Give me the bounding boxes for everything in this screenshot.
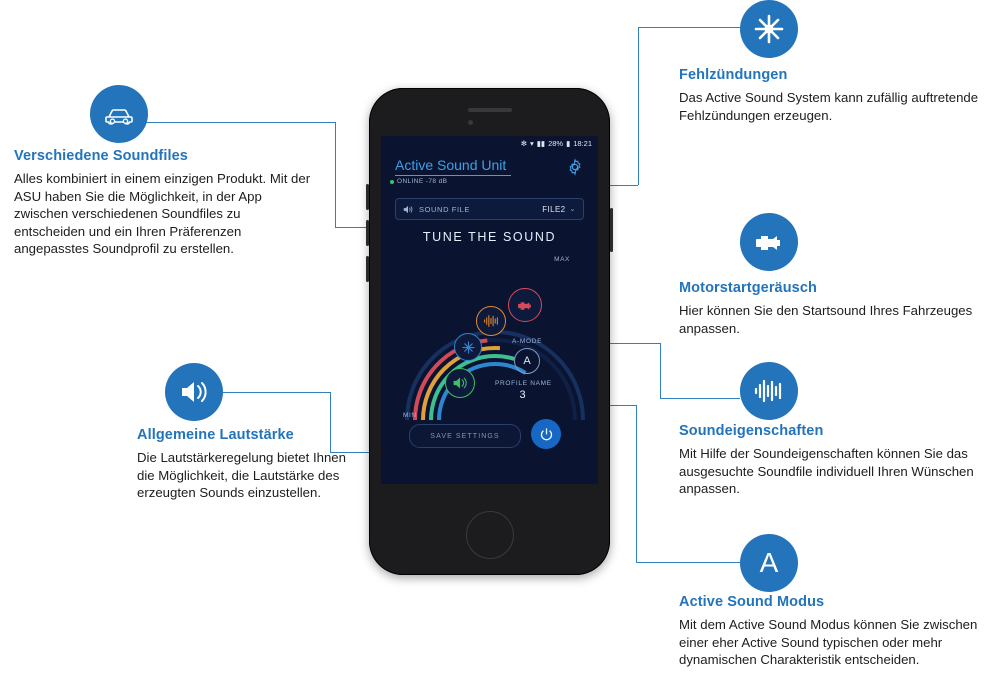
speaker-icon [452,376,468,390]
gauge-max-label: MAX [554,256,570,263]
soundfile-label: SOUND FILE [419,204,471,214]
badge-volume [165,363,223,421]
waveform-icon [483,314,500,328]
app-header [381,153,598,195]
callout-soundprops-body: Mit Hilfe der Soundeigenschaften können Sie das ausgesuchte Soundfile individuell Ihren Wünschen anpassen. [679,446,974,496]
wifi-icon: ▾ [530,139,534,148]
save-settings-button[interactable]: SAVE SETTINGS [409,424,521,448]
connector-misfire-h1 [638,27,740,28]
connection-status: ONLINE -78 dB [397,178,448,185]
gauge-min-label: MIN [403,412,417,419]
car-icon [103,103,135,125]
burst-icon [461,340,476,355]
callout-soundfiles-body: Alles kombiniert in einem einzigen Produkt. Mit der ASU haben Sie die Möglichkeit, in der App zwischen verschiedenen Soundfiles zu entscheiden und ein Ihren Präferenzen angepasstes Soundprofil zu erstellen. [14,171,311,256]
profile-name-label: PROFILE NAME [495,380,552,387]
gear-icon[interactable] [566,158,584,176]
callout-volume [137,427,352,502]
phone-mockup [369,88,610,575]
callout-soundfiles [14,148,314,258]
badge-amode [740,534,798,592]
connector-soundfiles-h1 [146,122,335,123]
engine-icon [752,230,786,254]
callout-misfire [679,67,979,124]
home-button[interactable] [466,511,514,559]
engine-icon [516,299,534,312]
connector-amode-h1 [636,562,740,563]
phone-front-camera [468,120,473,125]
connector-engine-v [660,343,661,398]
callout-amode-title: Active Sound Modus [679,594,825,610]
callout-misfire-body: Das Active Sound System kann zufällig auftretende Fehlzündungen erzeugen. [679,90,979,123]
knob-misfire[interactable] [454,333,482,361]
badge-soundprops [740,362,798,420]
knob-sound-properties[interactable] [476,306,506,336]
callout-amode-body: Mit dem Active Sound Modus können Sie zwischen einer eher Active Sound typischen oder mehr dynamischen Charakteristik entscheiden. [679,617,978,667]
callout-enginestart-title: Motorstartgeräusch [679,280,817,296]
phone-screen [381,136,598,484]
connector-soundfiles-v [335,122,336,227]
callout-amode [679,594,979,669]
badge-soundfiles [90,85,148,143]
signal-icon: ▮▮ [536,139,546,148]
app-title: Active Sound Unit [395,157,507,173]
app-title-underline [395,175,511,176]
battery-percent: 28% [548,139,564,148]
callout-soundprops-title: Soundeigenschaften [679,423,824,439]
connector-amode-v [636,405,637,562]
bluetooth-icon: ✻ [520,139,528,148]
connector-volume-h1 [221,392,330,393]
online-status-dot [390,180,394,184]
letter-a-icon: A [759,547,779,578]
callout-enginestart-body: Hier können Sie den Startsound Ihres Fahrzeuges anpassen. [679,303,973,336]
speaker-icon [403,205,413,214]
knob-engine-start[interactable] [508,288,542,322]
badge-misfire [740,0,798,58]
status-bar [381,136,598,151]
callout-soundprops [679,423,979,498]
badge-enginestart [740,213,798,271]
callout-volume-title: Allgemeine Lautstärke [137,427,294,443]
waveform-icon [753,378,785,404]
callout-enginestart [679,280,979,337]
callout-misfire-title: Fehlzündungen [679,67,788,83]
speaker-icon [179,379,209,405]
connector-engine-h1 [660,398,740,399]
profile-name-value: 3 [519,389,526,401]
chevron-down-icon[interactable]: ⌄ [569,206,576,213]
phone-earpiece [468,108,512,112]
callout-soundfiles-title: Verschiedene Soundfiles [14,148,188,164]
amode-button[interactable]: A [514,348,540,374]
callout-volume-body: Die Lautstärkeregelung bietet Ihnen die Möglichkeit, die Lautstärke des erzeugten Sounds einzustellen. [137,450,346,500]
soundfile-value: FILE2 [542,204,566,214]
tune-the-sound-heading: TUNE THE SOUND [422,230,557,244]
battery-icon: ▮ [566,139,571,148]
connector-misfire-v [638,27,639,185]
soundfile-selector[interactable] [395,198,584,220]
clock: 18:21 [573,139,592,148]
power-icon [539,427,554,442]
amode-label: A-MODE [512,338,543,345]
burst-icon [753,13,785,45]
power-button[interactable] [531,419,561,449]
